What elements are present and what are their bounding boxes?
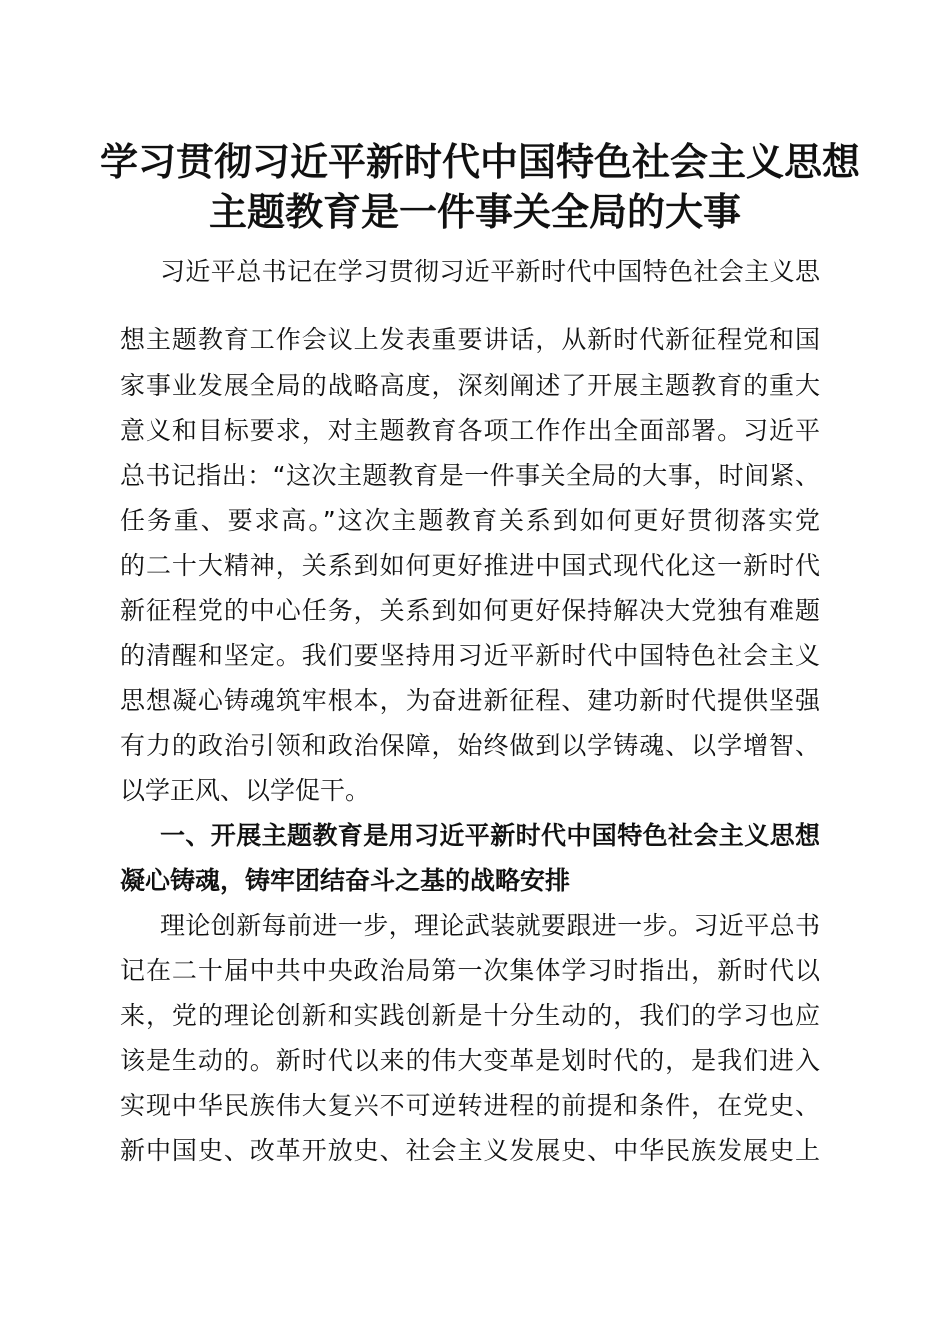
document-title-line-1: 学习贯彻习近平新时代中国特色社会主义思想: [100, 139, 861, 184]
section-heading-1-line: 凝心铸魂，铸牢团结奋斗之基的战略安排: [120, 866, 571, 895]
document-title-line-2: 主题教育是一件事关全局的大事: [208, 189, 741, 234]
paragraph-1-line: 任务重、要求高。”这次主题教育关系到如何更好贯彻落实党: [120, 506, 820, 535]
paragraph-2-line: 新中国史、改革开放史、社会主义发展史、中华民族发展史上: [120, 1136, 820, 1165]
section-heading-1-line: 一、开展主题教育是用习近平新时代中国特色社会主义思想: [160, 821, 820, 850]
paragraph-2-line: 实现中华民族伟大复兴不可逆转进程的前提和条件，在党史、: [120, 1091, 820, 1120]
paragraph-1-line: 有力的政治引领和政治保障，始终做到以学铸魂、以学增智、: [120, 731, 820, 760]
paragraph-2-line: 来，党的理论创新和实践创新是十分生动的，我们的学习也应: [120, 1001, 820, 1030]
paragraph-1-line: 家事业发展全局的战略高度，深刻阐述了开展主题教育的重大: [120, 371, 820, 400]
paragraph-1-line: 新征程党的中心任务，关系到如何更好保持解决大党独有难题: [120, 596, 820, 625]
paragraph-1-line: 意义和目标要求，对主题教育各项工作作出全面部署。习近平: [120, 416, 820, 445]
paragraph-1-line: 的二十大精神，关系到如何更好推进中国式现代化这一新时代: [120, 551, 820, 580]
paragraph-1-line: 的清醒和坚定。我们要坚持用习近平新时代中国特色社会主义: [120, 641, 820, 670]
paragraph-1-line: 以学正风、以学促干。: [120, 776, 371, 805]
paragraph-1-line: 思想凝心铸魂筑牢根本，为奋进新征程、建功新时代提供坚强: [120, 686, 820, 715]
paragraph-2-line: 该是生动的。新时代以来的伟大变革是划时代的，是我们进入: [120, 1046, 820, 1075]
paragraph-1-line: 想主题教育工作会议上发表重要讲话，从新时代新征程党和国: [120, 325, 820, 354]
paragraph-1-line: 总书记指出：“这次主题教育是一件事关全局的大事，时间紧、: [120, 461, 820, 490]
paragraph-2-line: 理论创新每前进一步，理论武装就要跟进一步。习近平总书: [160, 911, 820, 940]
paragraph-2-line: 记在二十届中共中央政治局第一次集体学习时指出，新时代以: [120, 956, 820, 985]
paragraph-1-line: 习近平总书记在学习贯彻习近平新时代中国特色社会主义思: [160, 257, 820, 286]
